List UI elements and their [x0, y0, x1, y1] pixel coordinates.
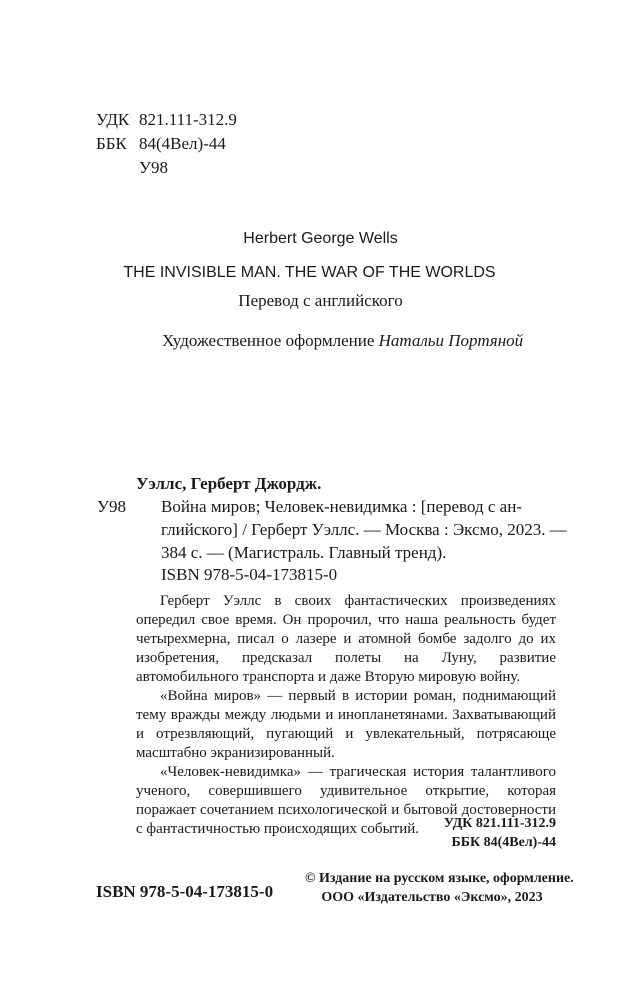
- bib-isbn: ISBN 978-5-04-173815-0: [161, 565, 338, 584]
- udk-value: 821.111-312.9: [139, 110, 237, 129]
- author-mark: У98: [139, 158, 169, 177]
- title-original: THE INVISIBLE MAN. THE WAR OF THE WORLDS: [123, 264, 496, 281]
- annotation-paragraph: «Война миров» — первый в истории роман, поднимающий тему вражды между людьми и инопланетянами. Захватывающий и отрезвляющий, пугающий и увлекательный, потрясающе масштабно экранизированный.: [136, 688, 556, 761]
- design-credit-prefix: Художественное оформление: [162, 331, 379, 350]
- design-credit: [162, 330, 523, 352]
- udk-bottom: УДК 821.111-312.9: [443, 816, 556, 831]
- translation-note: Перевод с английского: [238, 291, 403, 310]
- copyright: [305, 869, 574, 907]
- bbk-bottom: ББК 84(4Вел)-44: [451, 835, 556, 850]
- classification-top: [96, 108, 316, 180]
- copyright-line: ООО «Издательство «Эксмо», 2023: [321, 890, 543, 905]
- bib-mark: У98: [97, 497, 127, 516]
- annotation: [136, 592, 556, 839]
- bbk-value: 84(4Вел)-44: [139, 134, 226, 153]
- copyright-line: © Издание на русском языке, оформление.: [305, 871, 574, 886]
- bbk-label: ББК: [96, 134, 127, 153]
- udk-label: УДК: [96, 110, 130, 129]
- annotation-paragraph: Герберт Уэллс в своих фантастических произведениях опередил свое время. Он пророчил, что наша реальность будет четырехмерна, писал о лазере и атомной бомбе задолго до их изобретения, предсказал полеты на Луну, развитие автомобильного транспорта и даже Вторую мировую войну.: [136, 593, 556, 685]
- bib-heading: Уэллс, Герберт Джордж.: [136, 474, 322, 493]
- design-credit-name: Натальи Портяной: [378, 331, 524, 350]
- footer-isbn: ISBN 978-5-04-173815-0: [96, 882, 274, 901]
- bib-line: Война миров; Человек-невидимка : [перевод с ан-: [161, 497, 522, 516]
- author-original: Herbert George Wells: [243, 230, 398, 247]
- classification-bottom: [444, 814, 556, 852]
- bib-line: глийского] / Герберт Уэллс. — Москва : Эксмо, 2023. —: [161, 520, 567, 539]
- annotation-paragraph: «Человек-невидимка» — трагическая история талантливого ученого, совершившего удивительное открытие, которая поражает сочетанием психологической и бытовой достоверности с фантастичностью происходящих событий.: [136, 764, 556, 837]
- bib-description: [161, 495, 567, 564]
- bib-line: 384 с. — (Магистраль. Главный тренд).: [161, 543, 447, 562]
